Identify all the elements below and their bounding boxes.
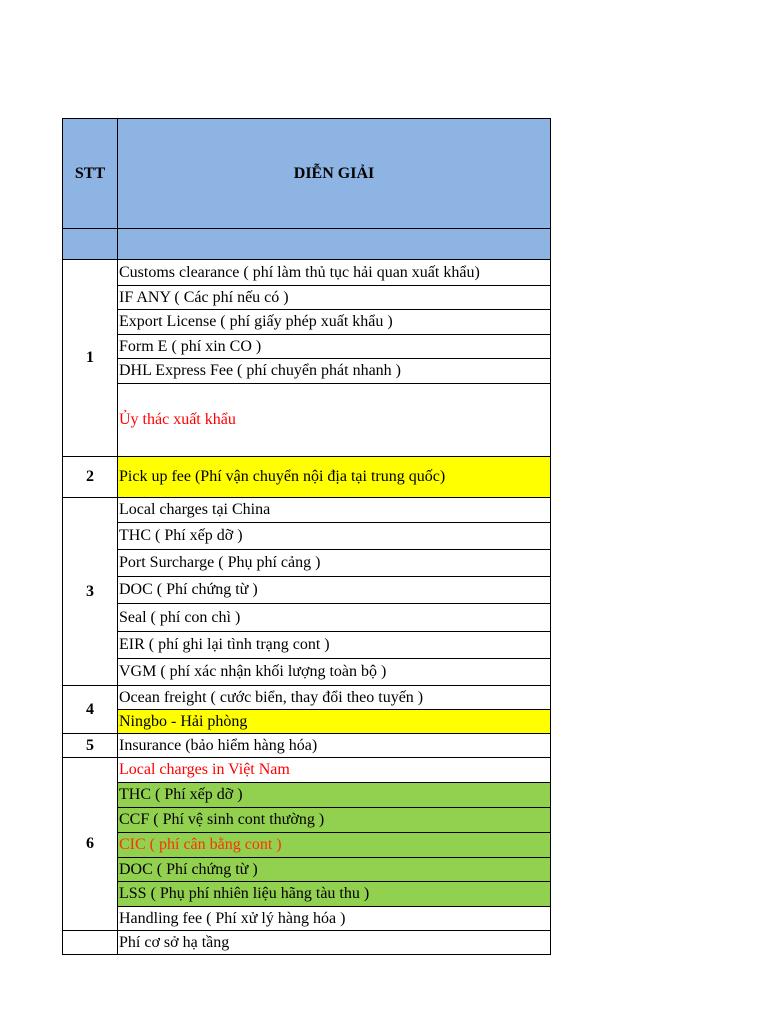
description-cell: EIR ( phí ghi lại tình trạng cont ) (118, 632, 551, 659)
stt-cell: 1 (63, 260, 118, 457)
table-row (63, 604, 551, 632)
stt-cell: 4 (63, 686, 118, 734)
table-row (63, 882, 551, 907)
stt-cell: 6 (63, 758, 118, 931)
table-row (63, 260, 551, 286)
header-description: DIỄN GIẢI (118, 119, 551, 229)
blank-cell (63, 229, 118, 260)
description-cell: LSS ( Phụ phí nhiên liệu hãng tàu thu ) (118, 882, 551, 907)
table-row (63, 286, 551, 310)
description-cell: Form E ( phí xin CO ) (118, 335, 551, 359)
table-row (63, 550, 551, 577)
table-row (63, 734, 551, 758)
table-row (63, 710, 551, 734)
table-row (63, 577, 551, 604)
blank-header-row (63, 229, 551, 260)
description-cell: Local charges tại China (118, 498, 551, 523)
description-cell: DOC ( Phí chứng từ ) (118, 858, 551, 882)
description-cell: THC ( Phí xếp dỡ ) (118, 523, 551, 550)
description-cell: DHL Express Fee ( phí chuyển phát nhanh ) (118, 359, 551, 384)
table-row (63, 931, 551, 955)
description-cell: CIC ( phí cân bằng cont ) (118, 833, 551, 858)
description-cell: Local charges in Việt Nam (118, 758, 551, 783)
description-cell: DOC ( Phí chứng từ ) (118, 577, 551, 604)
description-cell: Phí cơ sở hạ tầng (118, 931, 551, 955)
table-row (63, 310, 551, 335)
description-cell: VGM ( phí xác nhận khối lượng toàn bộ ) (118, 659, 551, 686)
table-row (63, 659, 551, 686)
stt-cell: 2 (63, 457, 118, 498)
table-row (63, 686, 551, 710)
description-cell: THC ( Phí xếp dỡ ) (118, 783, 551, 808)
header-row (63, 119, 551, 229)
description-cell: Ocean freight ( cước biển, thay đổi theo tuyến ) (118, 686, 551, 710)
description-cell: CCF ( Phí vệ sinh cont thường ) (118, 808, 551, 833)
description-cell: Export License ( phí giấy phép xuất khẩu ) (118, 310, 551, 335)
blank-cell (118, 229, 551, 260)
table-row (63, 758, 551, 783)
stt-cell (63, 931, 118, 955)
table-row (63, 907, 551, 931)
description-cell: Insurance (bảo hiểm hàng hóa) (118, 734, 551, 758)
description-cell: Ủy thác xuất khẩu (118, 384, 551, 457)
table-row (63, 384, 551, 457)
description-cell: Handling fee ( Phí xử lý hàng hóa ) (118, 907, 551, 931)
table-row (63, 833, 551, 858)
table-row (63, 359, 551, 384)
table-row (63, 808, 551, 833)
table-row (63, 498, 551, 523)
description-cell: Pick up fee (Phí vận chuyển nội địa tại trung quốc) (118, 457, 551, 498)
description-cell: Customs clearance ( phí làm thủ tục hải quan xuất khẩu) (118, 260, 551, 286)
table-row (63, 335, 551, 359)
description-cell: IF ANY ( Các phí nếu có ) (118, 286, 551, 310)
table-row (63, 632, 551, 659)
stt-cell: 3 (63, 498, 118, 686)
description-cell: Ningbo - Hải phòng (118, 710, 551, 734)
table-row (63, 523, 551, 550)
table-row (63, 457, 551, 498)
description-cell: Seal ( phí con chì ) (118, 604, 551, 632)
table-row (63, 783, 551, 808)
table-row (63, 858, 551, 882)
stt-cell: 5 (63, 734, 118, 758)
fee-table (62, 118, 551, 955)
description-cell: Port Surcharge ( Phụ phí cảng ) (118, 550, 551, 577)
header-stt: STT (63, 119, 118, 229)
